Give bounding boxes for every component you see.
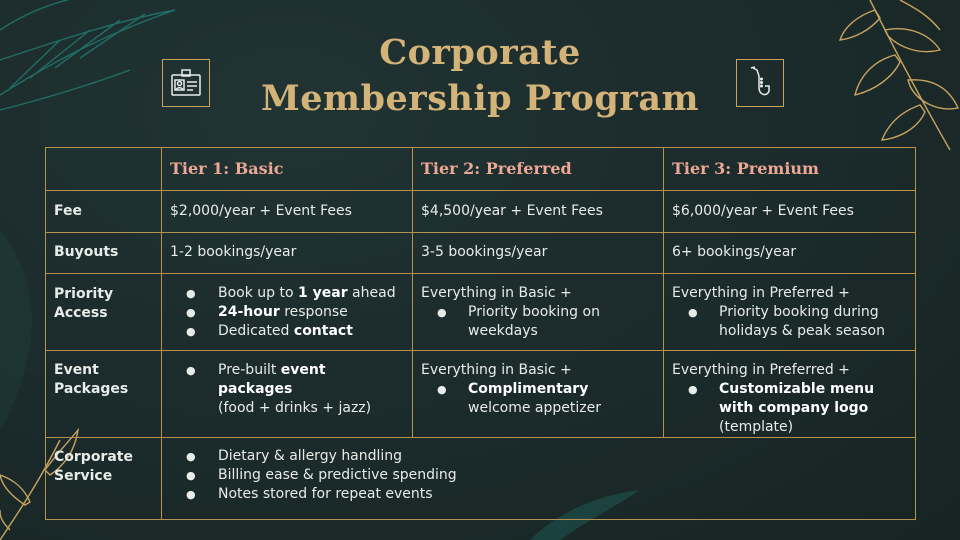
row-header-event-packages: [46, 351, 162, 438]
buyouts-tier-3: 6+ bookings/year: [664, 233, 916, 274]
membership-table: [45, 147, 916, 520]
priority-tier-1: [162, 274, 413, 351]
row-header-line: Event: [54, 362, 99, 378]
priority-tier-3: [664, 274, 916, 351]
intro-text: Everything in Basic +: [421, 285, 572, 301]
tier-1-header: Tier 1: Basic: [170, 159, 284, 178]
saxophone-icon: [747, 66, 773, 100]
list-item: ● Complimentary welcome appetizer: [421, 380, 655, 418]
tier-2-header: Tier 2: Preferred: [421, 159, 572, 178]
row-header-line: Access: [54, 305, 108, 321]
list-item: ● Book up to 1 year ahead: [170, 284, 404, 303]
list-item: ● Notes stored for repeat events: [170, 485, 907, 504]
buyouts-tier-1: 1-2 bookings/year: [162, 233, 413, 274]
table-header-row: [46, 148, 916, 191]
header-cell: [664, 148, 916, 191]
tier-3-header: Tier 3: Premium: [672, 159, 819, 178]
bullet-list: [170, 447, 907, 504]
bullet-list: [421, 380, 655, 418]
events-tier-2: [413, 351, 664, 438]
row-header-line: Corporate: [54, 449, 133, 465]
events-tier-3: [664, 351, 916, 438]
service-cell: [162, 438, 916, 520]
fee-tier-2: $4,500/year + Event Fees: [413, 191, 664, 233]
id-badge-icon-box: [162, 59, 210, 107]
saxophone-icon-box: [736, 59, 784, 107]
fee-tier-1: $2,000/year + Event Fees: [162, 191, 413, 233]
list-item: ● Customizable menu with company logo (template): [672, 380, 907, 437]
row-header-line: Priority: [54, 286, 114, 302]
page-title: [0, 30, 960, 122]
table-row: [46, 438, 916, 520]
table-row: [46, 191, 916, 233]
bullet-list: [170, 361, 404, 418]
bullet-list: [672, 303, 907, 341]
id-badge-icon: [170, 69, 202, 97]
row-header-line: Service: [54, 468, 113, 484]
row-header-buyouts: Buyouts: [46, 233, 162, 274]
list-item: ● Billing ease & predictive spending: [170, 466, 907, 485]
buyouts-tier-2: 3-5 bookings/year: [413, 233, 664, 274]
bullet-list: [170, 284, 404, 341]
intro-text: Everything in Preferred +: [672, 362, 850, 378]
list-item: ● Priority booking on weekdays: [421, 303, 655, 341]
events-tier-1: [162, 351, 413, 438]
fee-tier-3: $6,000/year + Event Fees: [664, 191, 916, 233]
intro-text: Everything in Basic +: [421, 362, 572, 378]
list-item: ● Priority booking during holidays & peak season: [672, 303, 907, 341]
empty-header-cell: [46, 148, 162, 191]
header-cell: [413, 148, 664, 191]
priority-tier-2: [413, 274, 664, 351]
bullet-list: [421, 303, 655, 341]
title-line-2: Membership Program: [260, 78, 700, 119]
list-item: ● Pre-built event packages (food + drinks + jazz): [170, 361, 404, 418]
bullet-list: [672, 380, 907, 437]
intro-text: Everything in Preferred +: [672, 285, 850, 301]
title-line-1: Corporate: [379, 32, 581, 73]
row-header-line: Packages: [54, 381, 129, 397]
table-row: [46, 274, 916, 351]
list-item: ● Dietary & allergy handling: [170, 447, 907, 466]
list-item: ● 24-hour response: [170, 303, 404, 322]
table-row: [46, 351, 916, 438]
row-header-priority-access: [46, 274, 162, 351]
list-item: ● Dedicated contact: [170, 322, 404, 341]
dark-leaf-decoration: [0, 230, 50, 430]
row-header-corporate-service: [46, 438, 162, 520]
table-row: [46, 233, 916, 274]
row-header-fee: Fee: [46, 191, 162, 233]
header-cell: [162, 148, 413, 191]
